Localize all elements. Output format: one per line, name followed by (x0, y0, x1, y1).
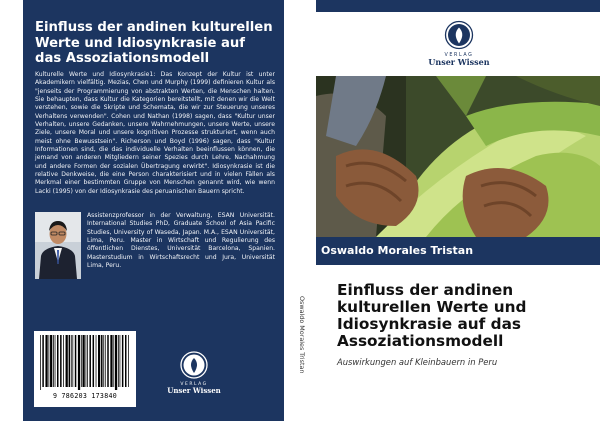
barcode-bar (45, 335, 47, 387)
barcode-bar (110, 335, 112, 387)
barcode-bar (63, 335, 64, 387)
publisher-logo-icon (424, 17, 494, 69)
barcode-bar (113, 335, 114, 387)
barcode-bar (122, 335, 124, 387)
author-portrait-icon (35, 212, 81, 279)
barcode-bar (93, 335, 95, 387)
barcode-icon (38, 335, 132, 390)
barcode-bar (105, 335, 106, 387)
front-author: Oswaldo Morales Tristan (321, 244, 474, 257)
barcode-bar (98, 335, 100, 387)
barcode-bar (115, 335, 117, 390)
barcode-bar (87, 335, 88, 387)
barcode-bar (42, 335, 44, 387)
barcode-bar (69, 335, 71, 387)
barcode-bar (49, 335, 50, 387)
publisher-name: Unser Wissen (428, 57, 490, 67)
barcode-bar (103, 335, 104, 387)
back-title: Einfluss der andinen kulturellen Werte und Idiosynkrasie auf das Assoziationsmodell (35, 20, 273, 66)
barcode-bar (83, 335, 85, 387)
barcode-bar (55, 335, 56, 387)
spine (284, 0, 316, 421)
cover-photo (316, 76, 600, 237)
barcode-bar (89, 335, 91, 387)
barcode-bar (66, 335, 68, 387)
publisher-label-top: VERLAG (180, 382, 208, 387)
back-description: Kulturelle Werte und Idiosynkrasie1: Das Konzept der Kultur ist unter Akademikern vielfältig. Mezias, Chen und Murphy (1999) definieren Kultur als "jenseits der Programmierung von abstrakten Werten, die Menschen halten. Sie behaupten, dass Kultur die Kategorien bereitstellt, mit denen wir die Welt verstehen, sowie die Skripte und Schemata, die wir zur Steuerung unseres Verhaltens verwenden". Cohen und Nathan (1998) sagen, dass "Kultur unser Verhalten, unsere Gedanken, unsere Wahrnehmungen, unsere Werte, unsere Ziele, unsere Moral und unsere kognitiven Prozesse strukturiert, wenn auch meist ohne Bewusstsein". Richerson und Boyd (1996) sagen, dass "Kultur Informationen sind, die das individuelle Verhalten beeinflussen können, die jemand von anderen Mitgliedern seiner Spezies durch Lehre, Nachahmung und andere Formen der sozialen Übertragung erwirbt". Idiosynkrasie ist die relative Denkweise, die eine Person charakterisiert und in vielen Fällen als Merkmal einer bestimmten Gruppe von Menschen genannt wird, wie wenn Lacki (1995) von der Idiosynkrasie des peruanischen Bauern spricht. (35, 71, 275, 195)
barcode (34, 331, 136, 407)
barcode-bar (101, 335, 103, 387)
barcode-bar (75, 335, 77, 387)
author-bar (316, 237, 600, 265)
publisher-name: Unser Wissen (167, 386, 221, 395)
barcode-bar (125, 335, 127, 387)
publisher-logo-icon (164, 347, 224, 397)
barcode-bar (78, 335, 80, 390)
barcode-bar (118, 335, 119, 387)
barcode-bar (53, 335, 54, 387)
corn-harvest-image (316, 76, 600, 237)
barcode-bar (86, 335, 87, 387)
top-bar (316, 0, 600, 12)
barcode-bar (128, 335, 129, 387)
front-cover (316, 0, 600, 421)
barcode-bar (96, 335, 97, 387)
publisher-label-top: VERLAG (444, 53, 474, 58)
barcode-number: 9 786203 173840 (52, 392, 118, 400)
barcode-bar (120, 335, 121, 387)
barcode-bar (72, 335, 73, 387)
barcode-bar (81, 335, 82, 387)
barcode-bar (60, 335, 62, 387)
front-subtitle: Auswirkungen auf Kleinbauern in Peru (337, 357, 498, 367)
barcode-bar (71, 335, 72, 387)
barcode-bar (107, 335, 109, 387)
back-cover (23, 0, 284, 421)
front-title: Einfluss der andinen kulturellen Werte und Idiosynkrasie auf das Assoziationsmodell (337, 281, 527, 350)
author-photo (35, 212, 81, 279)
author-bio: Assistenzprofessor in der Verwaltung, ESAN Universität. International Studies PhD, Graduate School of Asia Pacific Studies, University of Waseda, Japan. M.A., ESAN Universität, Lima, Peru. Master in Wirtschaft und Regulierung des öffentlichen Dienstes, Universität Barcelona, Spanien. Masterstudium in Wirtschaftsrecht und Jura, Universität Lima, Peru. (87, 212, 275, 270)
spine-author: Oswaldo Morales Tristan (298, 296, 306, 374)
barcode-bar (50, 335, 52, 387)
barcode-bar (40, 335, 41, 390)
barcode-bar (57, 335, 59, 387)
